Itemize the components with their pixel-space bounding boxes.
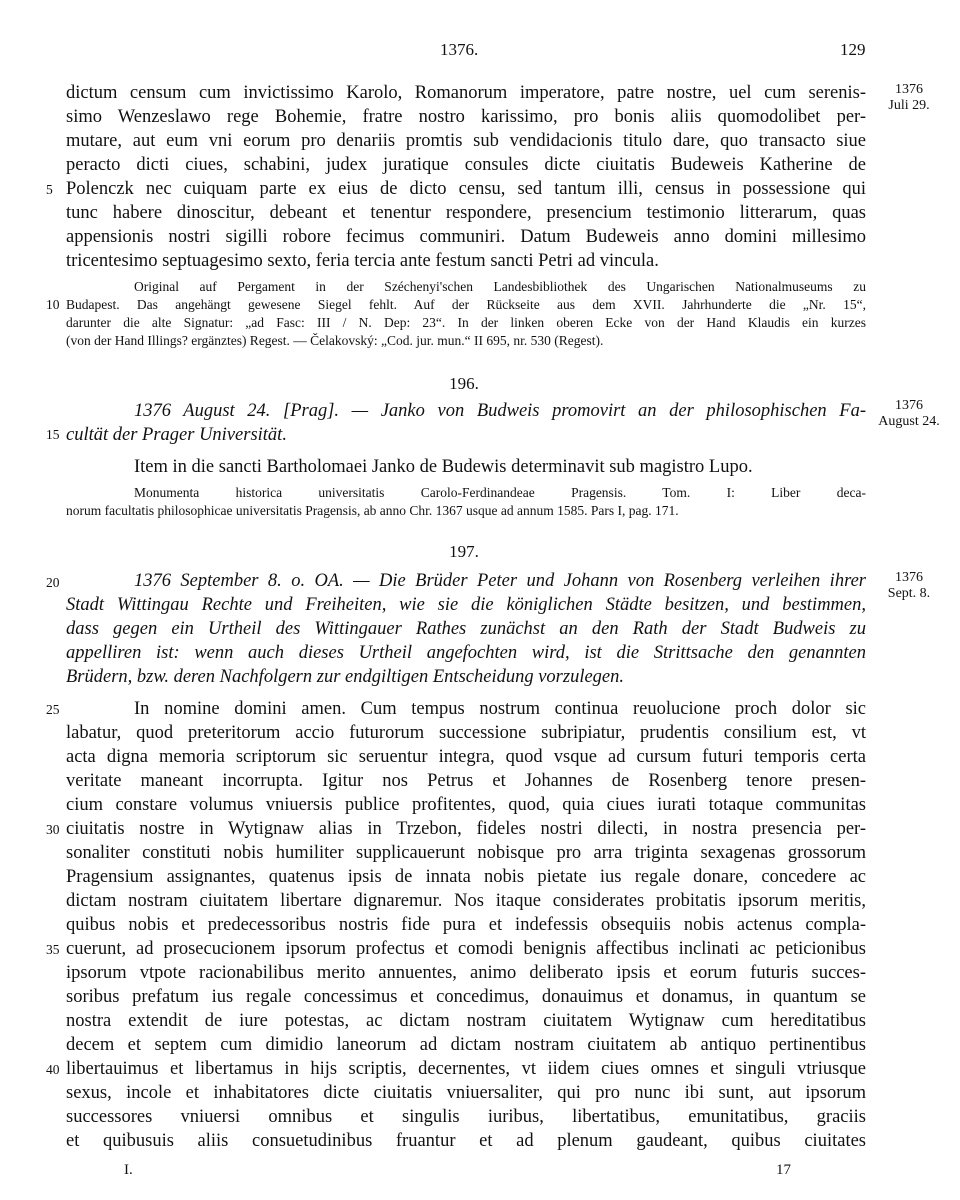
text-line: cium constare volumus vniuersis publice profitentes, quod, quia ciues iurati totaque communitas: [66, 795, 866, 815]
text-line: sonaliter constituti nobis humiliter supplicauerunt nobisque pro arra triginta sexagenas grossorum: [66, 843, 866, 863]
note-line: Original auf Pergament in der Széchenyi'schen Landesbibliothek des Ungarischen Nationalmuseums zu: [134, 279, 866, 294]
text-line: quibus nobis et predecessoribus nostris fide pura et indefessis obsequiis nobis actenus compla-: [66, 915, 866, 935]
sheet-number: 17: [776, 1162, 791, 1178]
text-line: cuerunt, ad prosecucionem ipsorum profectus et comodi benignis affectibus inclinati ac peticionibus: [66, 939, 866, 959]
summary-line: Stadt Wittingau Rechte und Freiheiten, wie sie die königlichen Städte besitzen, und bestimmen,: [66, 595, 866, 615]
margin-date: [870, 82, 948, 114]
summary-line: 1376 August 24. [Prag]. — Janko von Budweis promovirt an der philosophischen Fa-: [134, 401, 866, 421]
line-number: 20: [46, 575, 60, 590]
line-number: 15: [46, 427, 60, 442]
text-line: successores vniuersi omnibus et singulis iuribus, libertatibus, emunitatibus, graciis: [66, 1107, 866, 1127]
margin-year: 1376: [895, 82, 923, 97]
text-line: veritate maneant incorrupta. Igitur nos Petrus et Johannes de Rosenberg tenore presen-: [66, 771, 866, 791]
line-number: 25: [46, 702, 60, 717]
text-line: nostra extendit de iure potestas, ac dictam nostram ciuitatem Wytignaw cum hereditatibus: [66, 1011, 866, 1031]
signature-mark: I.: [124, 1162, 133, 1178]
margin-year: 1376: [895, 570, 923, 585]
margin-day: Sept. 8.: [887, 586, 931, 601]
line-number: 5: [46, 182, 53, 197]
document-number: 196.: [449, 374, 479, 393]
text-line: ipsorum vtpote racionabilibus merito annuentes, animo deliberato ipsis et eorum futuris succes-: [66, 963, 866, 983]
text-line: tricentesimo septuagesimo sexto, feria tercia ante festum sancti Petri ad vincula.: [66, 251, 659, 271]
margin-date: [870, 570, 948, 602]
text-line: et quibusuis aliis consuetudinibus fruantur et ad plenum gaudeant, quibus ciuitates: [66, 1131, 866, 1151]
text-line: Polenczk nec cuiquam parte ex eius de dicto censu, sed tantum illi, census in possessione qui: [66, 179, 866, 199]
text-line: dictam nostram ciuitatem libertare dignaremur. Nos itaque considerates probitatis ipsorum meritis,: [66, 891, 866, 911]
running-head-year: 1376.: [440, 40, 479, 59]
margin-day: Juli 29.: [888, 98, 930, 113]
margin-day: August 24.: [878, 414, 940, 429]
text-line: soribus prefatum ius regale concessimus et concedimus, donauimus et donamus, in quantum se: [66, 987, 866, 1007]
note-line: Budapest. Das angehängt gewesene Siegel fehlt. Auf der Rückseite aus dem XVII. Jahrhunderte die „Nr. 15“,: [66, 297, 866, 312]
source-line: Monumenta historica universitatis Carolo-Ferdinandeae Pragensis. Tom. I: Liber deca-: [134, 485, 866, 500]
text-line: Pragensium assignantes, quatenus ipsis de innata nobis pietate ius regale donare, concedere ac: [66, 867, 866, 887]
text-line: ciuitatis nostre in Wytignaw alias in Trzebon, fideles nostri dilecti, in nostra presencia per-: [66, 819, 866, 839]
margin-date: [870, 398, 948, 430]
document-text: Item in die sancti Bartholomaei Janko de Budewis determinavit sub magistro Lupo.: [134, 457, 753, 477]
text-line: tunc habere dinoscitur, debeant et tenentur respondere, presencium testimonio litterarum, quas: [66, 203, 866, 223]
note-line: darunter die alte Signatur: „ad Fasc: III / N. Dep: 23“. In der linken oberen Ecke von der Hand Klaudis ein kurzes: [66, 315, 866, 330]
text-line: mutare, aut eum vni eorum pro denariis promtis sub vendidacionis titulo dare, quo transacto siue: [66, 131, 866, 151]
text-line: appensionis nostri sigilli robore fecimus communiri. Datum Budeweis anno domini millesimo: [66, 227, 866, 247]
margin-year: 1376: [895, 398, 923, 413]
line-number: 35: [46, 942, 60, 957]
line-number: 30: [46, 822, 60, 837]
summary-line: dass gegen ein Urtheil des Wittingauer Rathes zunächst an den Rath der Stadt Budweis zu: [66, 619, 866, 639]
summary-line: Brüdern, bzw. deren Nachfolgern zur endgiltigen Entscheidung vorzulegen.: [66, 667, 625, 687]
text-line: simo Wenzeslawo rege Bohemie, fratre nostro karissimo, pro bonis aliis quomodolibet per-: [66, 107, 866, 127]
document-number: 197.: [449, 542, 479, 561]
text-line: libertauimus et libertamus in hijs scriptis, decernentes, vt iidem ciues omnes et singuli vtriusque: [66, 1059, 866, 1079]
text-line: labatur, quod preteritorum accio futurorum successione subripiatur, prudentis consilium est, vt: [66, 723, 866, 743]
text-line: dictum censum cum invictissimo Karolo, Romanorum imperatore, patre nostre, uel cum serenis-: [66, 83, 866, 103]
line-number: 10: [46, 297, 60, 312]
summary-line: cultät der Prager Universität.: [66, 425, 287, 445]
text-line: decem et septem cum dimidio laneorum ad dictam nostram ciuitatem ab antiquo pertinentibus: [66, 1035, 866, 1055]
text-line: acta digna memoria scriptorum sic seruentur integra, quod vsque ad cursum futuri temporis certa: [66, 747, 866, 767]
summary-line: 1376 September 8. o. OA. — Die Brüder Peter und Johann von Rosenberg verleihen ihrer: [134, 571, 866, 591]
text-line: peracto dicti ciues, schabini, judex juratique consules dicte ciuitatis Budeweis Katherine de: [66, 155, 866, 175]
note-line: (von der Hand Illings? ergänztes) Regest. — Čelakovský: „Cod. jur. mun.“ II 695, nr. 530 (Regest).: [66, 333, 604, 348]
text-line: sexus, incole et inhabitatores dicte ciuitatis vniuersaliter, qui pro nunc ibi sunt, aut ipsorum: [66, 1083, 866, 1103]
page-number: 129: [840, 40, 866, 59]
source-line: norum facultatis philosophicae universitatis Pragensis, ab anno Chr. 1367 usque ad annum 1585. Pars I, pag. 171.: [66, 503, 679, 518]
line-number: 40: [46, 1062, 60, 1077]
summary-line: appelliren ist: wenn auch dieses Urtheil angefochten wird, ist die Strittsache den genannten: [66, 643, 866, 663]
text-line: In nomine domini amen. Cum tempus nostrum continua reuolucione proch dolor sic: [134, 699, 866, 719]
